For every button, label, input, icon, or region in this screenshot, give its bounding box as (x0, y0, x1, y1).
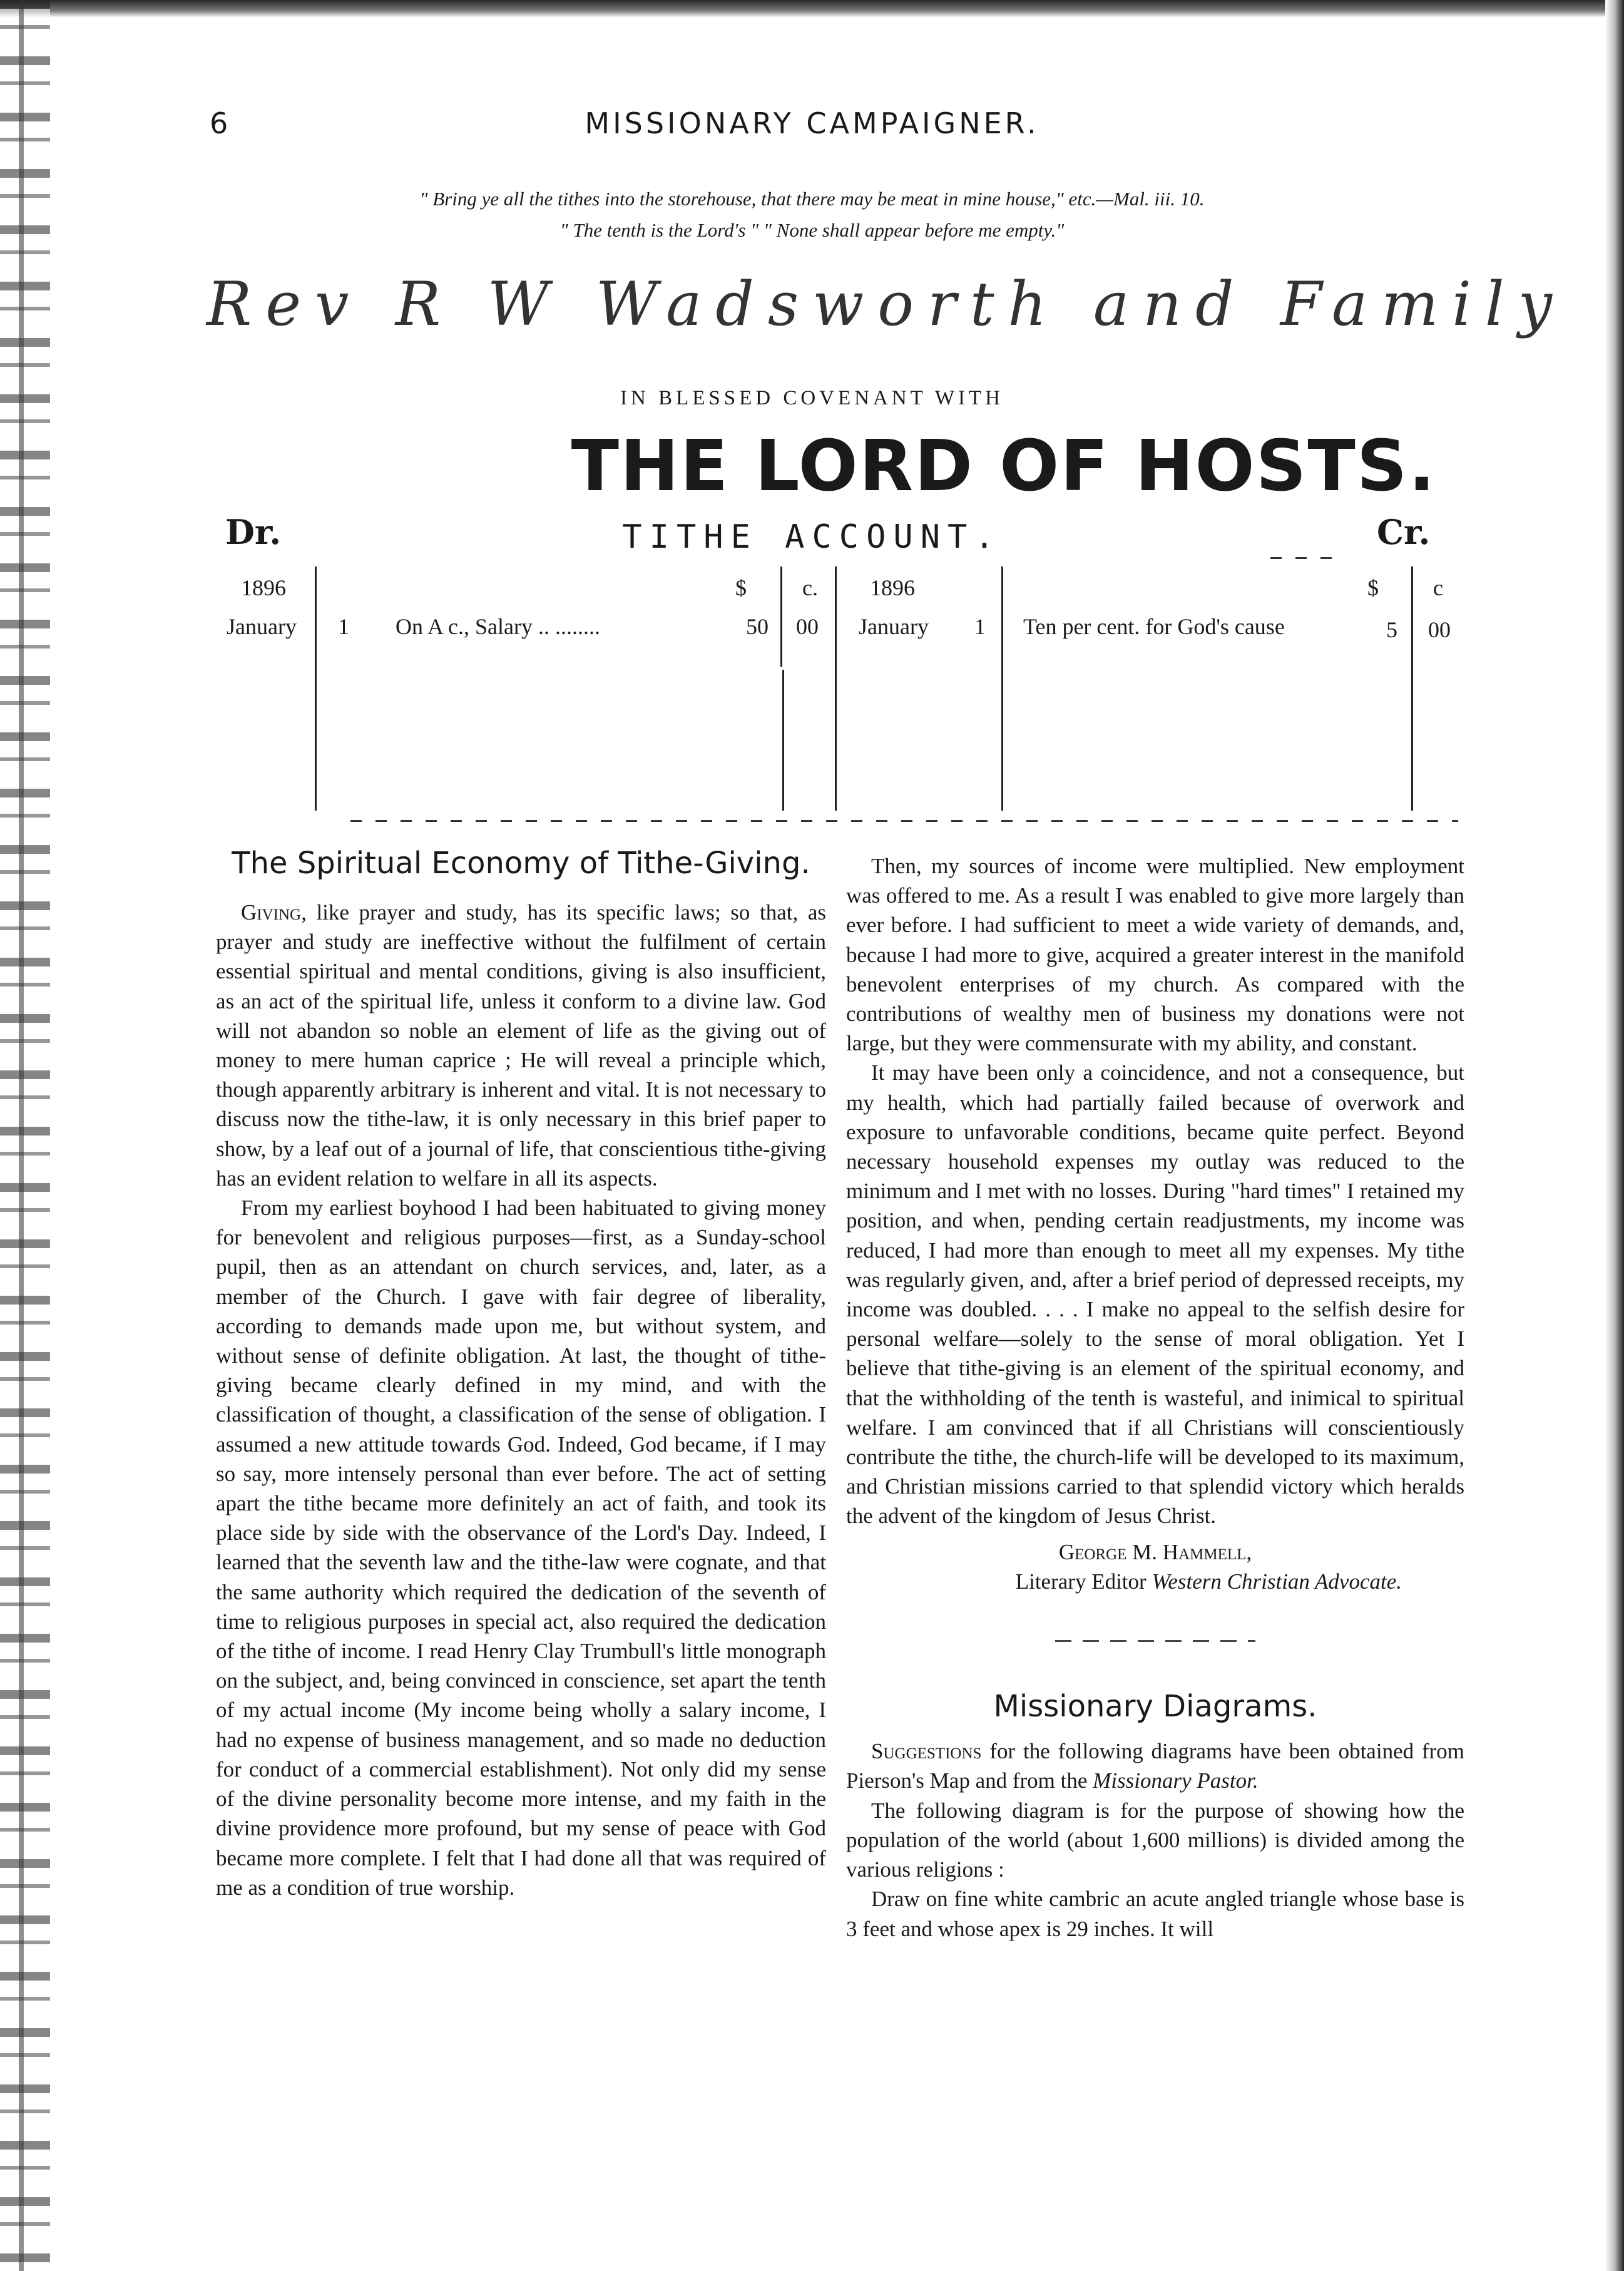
credit-month: January (859, 614, 929, 639)
article-title: The Spiritual Economy of Tithe-Giving. (232, 846, 810, 881)
credit-label: Cr. (1377, 512, 1431, 552)
article-paragraph: Draw on fine white cambric an acute angled triangle whose base is 3 feet and whose apex is 29 inches. It will (846, 1887, 1464, 1941)
paragraph-lead: Suggestions (871, 1739, 982, 1764)
paragraph-text: for the following diagrams have been obtained from Pierson's Map and from the (846, 1739, 1464, 1793)
credit-day: 1 (974, 614, 986, 639)
debit-dollar-symbol: $ (735, 575, 747, 600)
article-column-right (846, 851, 1464, 1944)
ledger-bottom-rule (350, 820, 1458, 822)
debit-year: 1896 (241, 575, 286, 600)
article-paragraph: Then, my sources of income were multiplied. New employment was offered to me. As a result I was enabled to give more largely than ever before. I had sufficient to meet a wide variety of demands, and, because I had more to give, acquired a greater interest in the manifold benevolent enterprises of my church. As compared with the contributions of wealthy men of business my donations were not large, but they were commensurate with my ability, and constant. (846, 854, 1464, 1056)
ledger-rule (1411, 566, 1413, 811)
debit-month: January (227, 614, 297, 639)
scan-edge-top (0, 0, 1624, 18)
debit-description: On A c., Salary .. ........ (396, 614, 600, 639)
section-title: Missionary Diagrams. (993, 1689, 1317, 1725)
section-divider (1055, 1640, 1255, 1642)
epigraph-line: " Bring ye all the tithes into the storehouse, that there may be meat in mine house," etc.—Mal. iii. 10. (419, 188, 1205, 210)
covenant-title: THE LORD OF HOSTS. (571, 426, 1436, 507)
ledger-rule (782, 670, 784, 811)
ledger-rule (835, 566, 837, 811)
running-head: MISSIONARY CAMPAIGNER. (585, 106, 1039, 140)
ledger-rule (780, 566, 782, 667)
debit-day: 1 (338, 614, 349, 639)
source-title: Missionary Pastor. (1093, 1768, 1259, 1793)
debit-cents: 00 (796, 614, 819, 639)
credit-description: Ten per cent. for God's cause (1023, 614, 1285, 639)
covenant-line: IN BLESSED COVENANT WITH (620, 387, 1004, 409)
credit-dollars: 5 (1386, 617, 1397, 642)
paragraph-lead: Giving, (241, 900, 307, 925)
ledger-rule (315, 566, 317, 811)
credit-dollar-symbol: $ (1367, 575, 1379, 600)
article-paragraph (846, 1736, 1464, 1795)
credit-cents: 00 (1428, 617, 1451, 642)
article-paragraph: It may have been only a coincidence, and not a consequence, but my health, which had partially failed because of overwork and exposure to unfavorable conditions, became quite perfect. Beyond necessary household expenses my outlay was reduced to the minimum and I met with no losses. During "hard times" I retained my position, and when, pending certain readjustments, my income was reduced, I had more than enough to meet all my expenses. My tithe was regularly given, and, after a brief period of depressed receipts, my income was doubled. . . . I make no appeal to the selfish desire for personal welfare—solely to the sense of moral obligation. Yet I believe that tithe-giving is an element of the spiritual economy, and that the withholding of the tenth is wasteful, and inimical to spiritual welfare. I am convinced that if all Christians will conscientiously contribute the tithe, the church-life will be developed to its maximum, and Christian missions carried to that splendid victory which heralds the advent of the kingdom of Jesus Christ. (846, 1060, 1464, 1529)
credit-year: 1896 (870, 575, 915, 600)
ledger-rule (1001, 566, 1003, 811)
ledger-top-rule (1270, 557, 1333, 559)
scan-edge-left (0, 0, 50, 2271)
article-column-left (216, 845, 826, 1902)
debit-cent-symbol: c. (802, 575, 818, 600)
scan-edge-right (1605, 0, 1624, 2271)
author-affiliation (846, 1567, 1464, 1596)
debit-label: Dr. (225, 512, 282, 552)
article-paragraph: From my earliest boyhood I had been habituated to giving money for benevolent and religious purposes—first, as a Sunday-school pupil, then as an attendant on church services, and, later, as a member of the Church. I gave with fair degree of liberality, according to demands made upon me, but without system, and without sense of definite obligation. At last, the thought of tithe-giving became clearly defined in my mind, and with the classification of thought, a classification of the sense of obligation. I assumed a new attitude towards God. Indeed, God became, if I may so say, more intensely personal than ever before. The act of setting apart the tithe became more definitely an act of faith, and took its place side by side with the observance of the Lord's Day. Indeed, I learned that the seventh law and the tithe-law were cognate, and that the same authority which required the dedication of the seventh of time to religious purposes in special act, also required the dedication of the tithe of income. I read Henry Clay Trumbull's little monograph on the subject, and, being convinced in conscience, set apart the tenth of my actual income (My income being wholly a salary income, I had no expense of business management, and so made no deduction for conduct of a commercial establishment). Not only did my sense of the divine personality become more intense, and my faith in the divine providence more profound, but my sense of peace with God became more complete. I felt that I had done all that was required of me as a condition of true worship. (216, 1196, 826, 1900)
article-paragraph (216, 898, 826, 1193)
debit-dollars: 50 (746, 614, 769, 639)
tithe-account-heading: TITHE ACCOUNT. (622, 518, 1002, 556)
author-publication: Western Christian Advocate. (1152, 1569, 1402, 1594)
paragraph-text: like prayer and study, has its specific laws; so that, as prayer and study are ineffective without the fulfilment of certain essential spiritual and mental conditions, giving is also insufficient, as an act of the spiritual life, unless it conform to a divine law. God will not abandon so noble an element of life as the giving out of money to mere human caprice ; He will reveal a principle which, though apparently arbitrary is inherent and vital. It is not necessary to discuss now the tithe-law, it is only necessary in this brief paper to show, by a leaf out of a journal of life, that conscientious tithe-giving has an evident relation to welfare in all its aspects. (216, 900, 826, 1191)
author-name: George M. Hammell, (1058, 1539, 1252, 1564)
article-paragraph: The following diagram is for the purpose of showing how the population of the world (about 1,600 millions) is divided among the various religions : (846, 1798, 1464, 1882)
page-number: 6 (210, 106, 228, 140)
handwritten-family-name: Rev R W Wadsworth and Family (207, 269, 1566, 339)
scan-binding-line (19, 0, 24, 2271)
epigraph-line: " The tenth is the Lord's " " None shall appear before me empty." (559, 219, 1065, 241)
credit-cent-symbol: c (1433, 575, 1443, 600)
author-title: Literary Editor (1015, 1569, 1152, 1594)
